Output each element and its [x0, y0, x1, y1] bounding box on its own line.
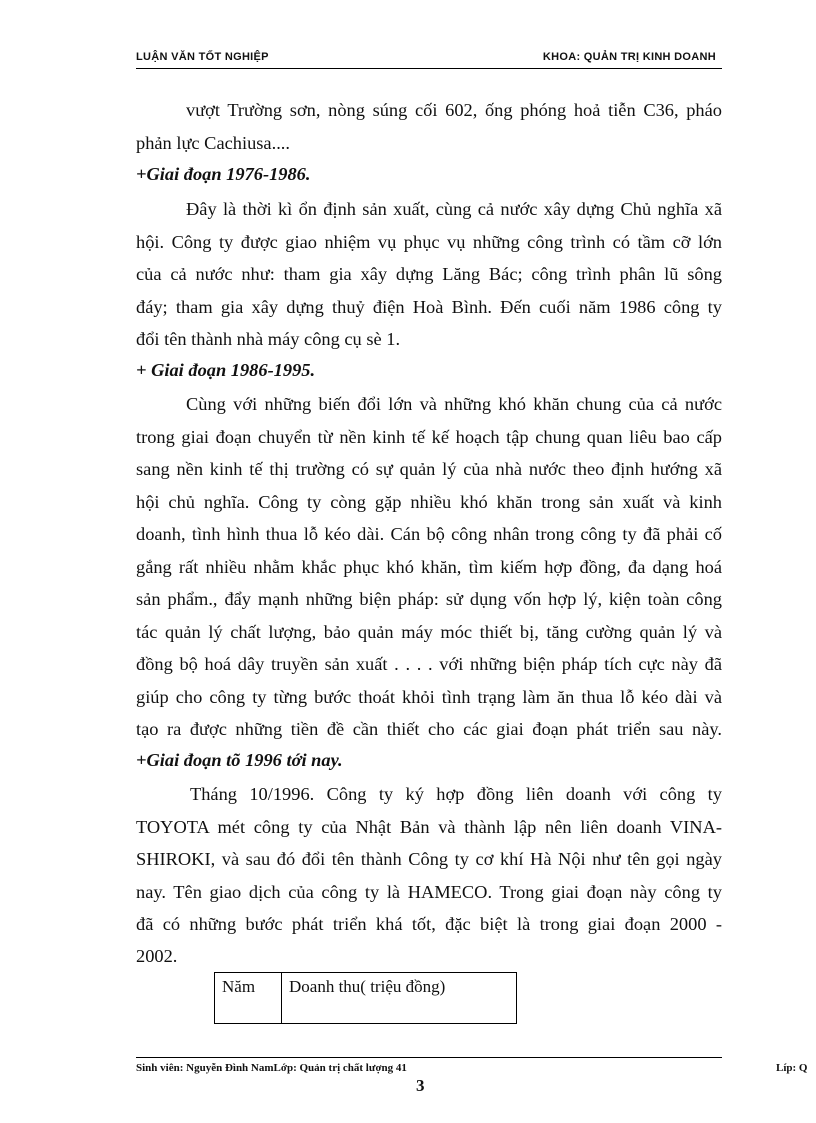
- paragraph-line: đổi tên thành nhà máy công cụ sè 1.: [136, 329, 401, 349]
- paragraph-line: doanh, tình hình thua lỗ kéo dài. Cán bộ công nhân trong công ty đã phải cố: [136, 524, 722, 544]
- paragraph-line: phản lực Cachiusa....: [136, 133, 290, 153]
- paragraph-line: gắng rất nhiều nhằm khắc phục khó khăn, tìm kiếm hợp đồng, đa dạng hoá: [136, 557, 722, 577]
- paragraph-line: nay. Tên giao dịch của công ty là HAMECO. Trong giai đoạn này công ty: [136, 882, 722, 902]
- paragraph-line: Tháng 10/1996. Công ty ký hợp đồng liên doanh với công ty: [190, 784, 722, 804]
- section-heading: +Giai đoạn 1976-1986.: [136, 164, 311, 184]
- paragraph-line: hội chủ nghĩa. Công ty còng gặp nhiều khó khăn trong sản xuất và kinh: [136, 492, 722, 512]
- section-heading: +Giai đoạn tõ 1996 tới nay.: [136, 750, 343, 770]
- header-faculty: KHOA: QUẢN TRỊ KINH DOANH: [542, 51, 716, 63]
- page-number: 3: [416, 1076, 425, 1095]
- paragraph-line: đồng bộ hoá dây truyền sản xuất . . . . với những biện pháp tích cực này đã: [136, 654, 722, 674]
- header-thesis-title: LUẬN VĂN TỐT NGHIỆP: [136, 51, 269, 63]
- paragraph-line: đã có những bước phát triển khá tốt, đặc biệt là trong giai đoạn 2000 -: [136, 914, 722, 934]
- paragraph-line: SHIROKI, và sau đó đổi tên thành Công ty cơ khí Hà Nội như tên gọi ngày: [136, 849, 722, 869]
- table-header-cell: [215, 973, 282, 1023]
- footer-divider: [136, 1057, 722, 1058]
- footer-student: Sinh viên: Nguyễn Đình NamLớp: Quản trị chất lượng 41: [136, 1062, 407, 1074]
- paragraph-line: tác quản lý chất lượng, bảo quản máy móc thiết bị, tăng cường quản lý và: [136, 622, 722, 642]
- paragraph-line: đáy; tham gia xây dựng thuỷ điện Hoà Bình. Đến cuối năm 1986 công ty: [136, 297, 722, 317]
- paragraph-line: của cả nước như: tham gia xây dựng Lăng Bác; công trình phân lũ sông: [136, 264, 722, 284]
- header-year: Năm: [222, 977, 256, 996]
- paragraph-line: giúp cho công ty từng bước thoát khỏi tình trạng làm ăn thua lỗ kéo dài và: [136, 687, 722, 707]
- paragraph-line: TOYOTA mét công ty của Nhật Bản và thành lập nên liên doanh VINA-: [136, 817, 722, 837]
- paragraph-line: 2002.: [136, 946, 178, 966]
- paragraph-line: trong giai đoạn chuyển từ nền kinh tế kế hoạch tập chung quan liêu bao cấp: [136, 427, 722, 447]
- paragraph-line: sản phẩm., đẩy mạnh những biện pháp: sử dụng vốn hợp lý, kiện toàn công: [136, 589, 722, 609]
- paragraph-line: Đây là thời kì ổn định sản xuất, cùng cả nước xây dựng Chủ nghĩa xã: [186, 199, 722, 219]
- paragraph-line: Cùng với những biến đổi lớn và những khó khăn chung của cả nước: [186, 394, 722, 414]
- revenue-table: [214, 972, 517, 1024]
- section-heading: + Giai đoạn 1986-1995.: [136, 360, 316, 380]
- header-revenue: Doanh thu( triệu đồng): [289, 977, 446, 996]
- paragraph-line: hội. Công ty được giao nhiệm vụ phục vụ những công trình có tầm cỡ lớn: [136, 232, 722, 252]
- paragraph-line: tạo ra được những tiền đề cần thiết cho các giai đoạn phát triển sau này.: [136, 719, 722, 739]
- paragraph-line: vượt Trường sơn, nòng súng cối 602, ống phóng hoả tiễn C36, pháo: [186, 100, 722, 120]
- footer-class: Líp: Q: [776, 1062, 808, 1074]
- paragraph-line: sang nền kinh tế thị trường có sự quản lý của nhà nước theo định hướng xã: [136, 459, 722, 479]
- page-header: [136, 48, 722, 69]
